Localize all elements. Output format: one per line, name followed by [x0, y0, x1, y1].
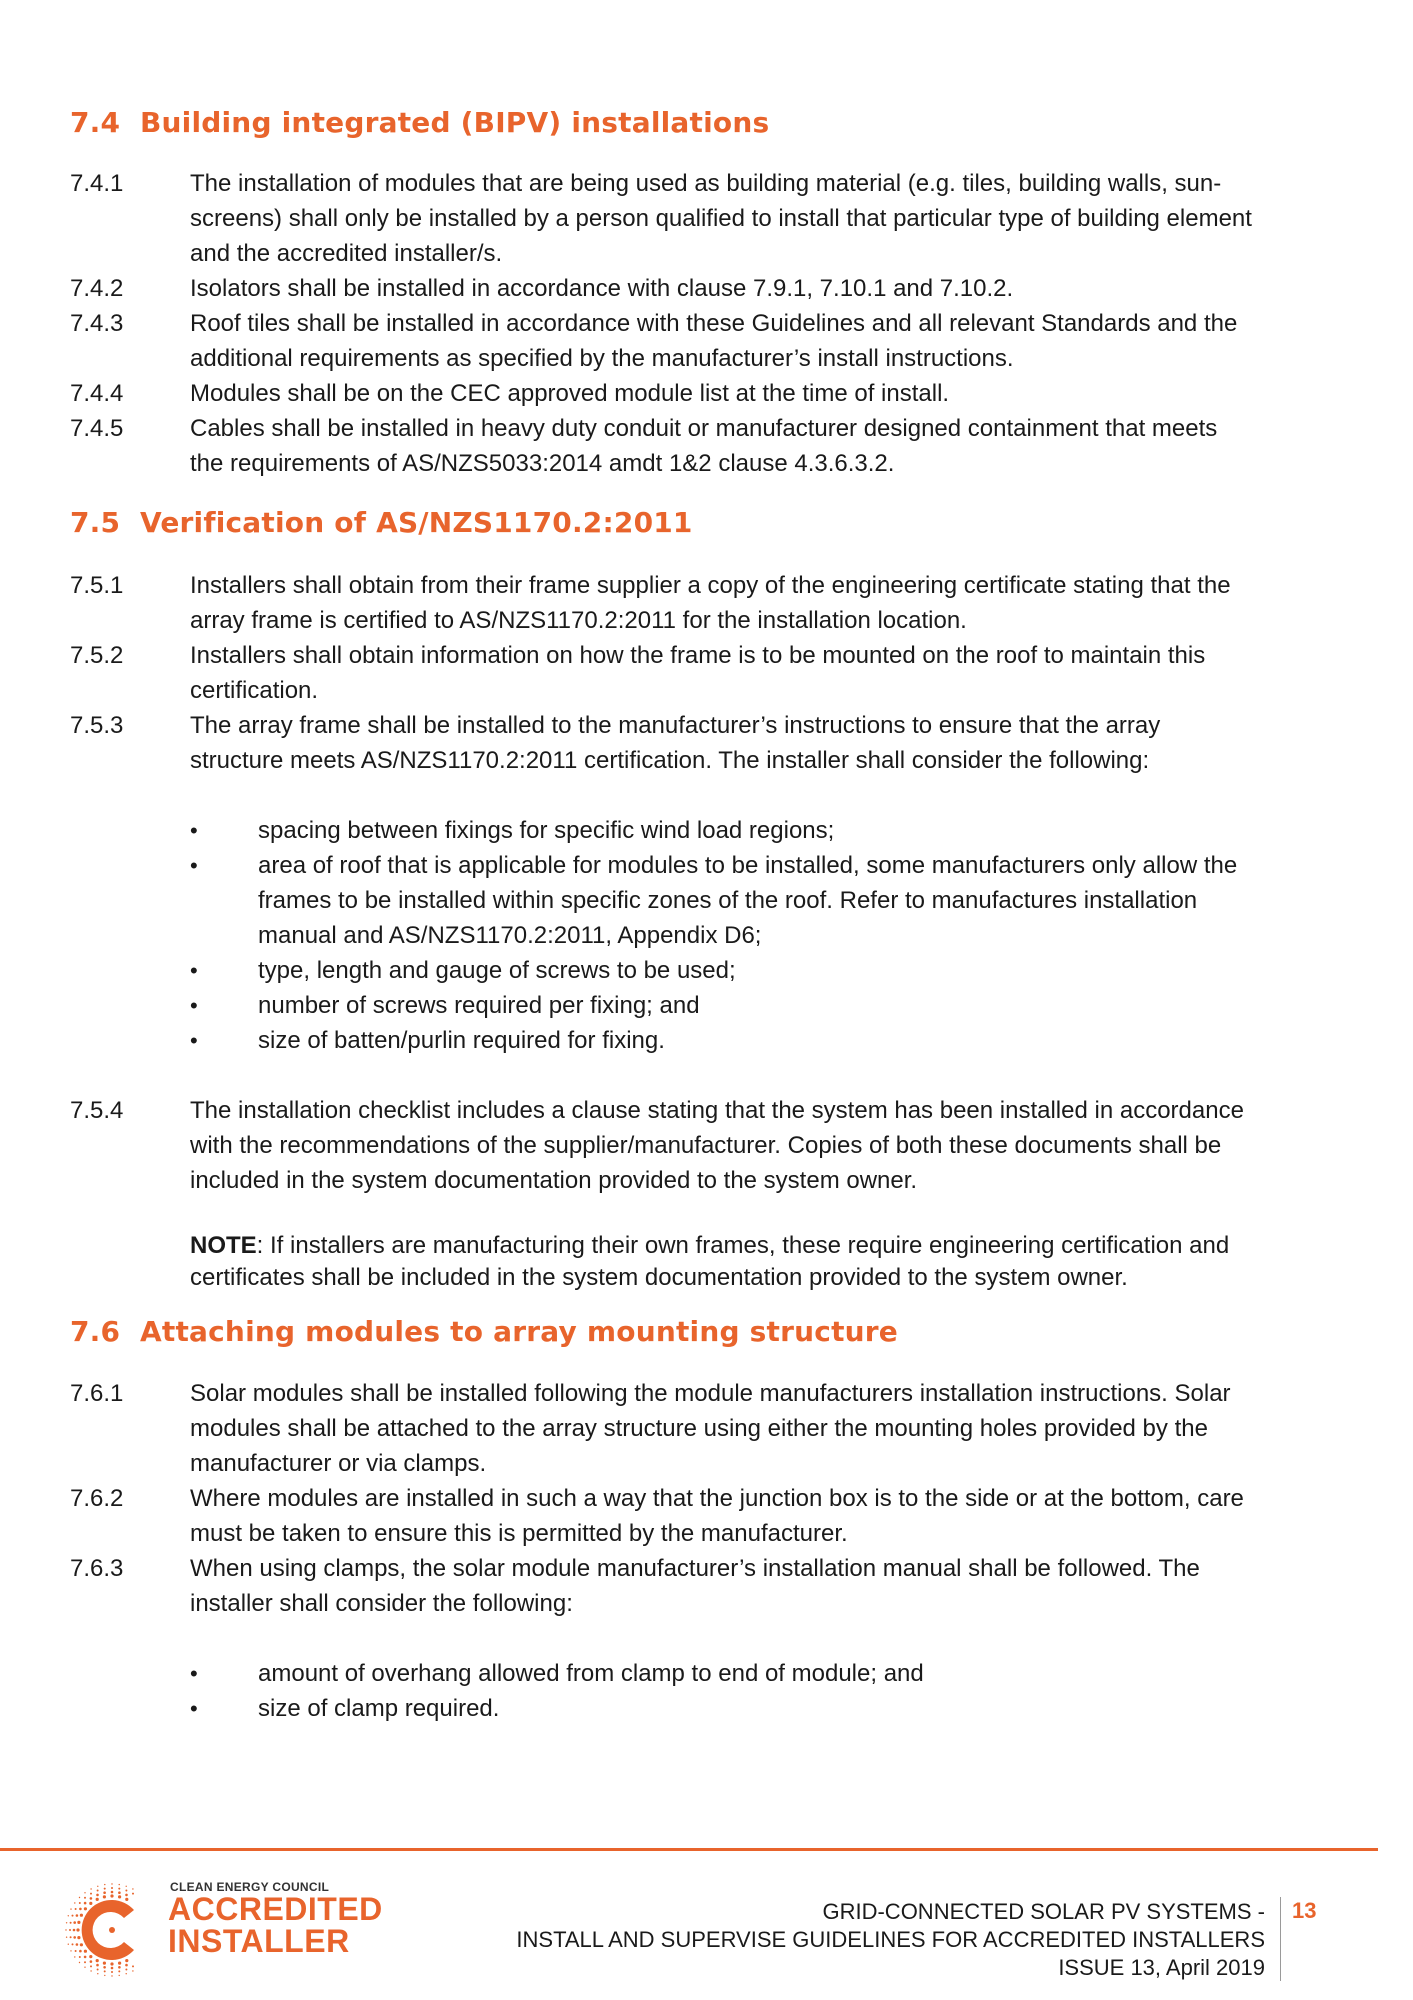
logo-dot: [111, 1971, 113, 1973]
clause-number: 7.4.4: [70, 380, 124, 407]
logo-dot: [89, 1902, 92, 1905]
logo-dot: [90, 1893, 92, 1895]
logo-dot: [80, 1914, 83, 1917]
bullet-list-7-5-3: [190, 813, 1360, 1058]
logo-dot: [97, 1969, 99, 1971]
logo-dot: [90, 1960, 93, 1963]
bullet-icon: •: [190, 1661, 198, 1686]
text-line: The installation checklist includes a clause stating that the system has been installed in accordance: [190, 1097, 1244, 1124]
logo-dot: [84, 1967, 85, 1968]
logo-dot: [118, 1891, 121, 1894]
logo-dot: [96, 1964, 99, 1967]
section-number: 7.5: [70, 506, 121, 539]
clause-text: [190, 306, 1350, 376]
section-number: 7.6: [70, 1315, 121, 1348]
logo-dot: [125, 1969, 127, 1971]
logo-dot: [96, 1959, 99, 1962]
logo-dot: [75, 1950, 77, 1952]
text-line: screens) shall only be installed by a person qualified to install that particular type of building element: [190, 205, 1252, 232]
text-line: the requirements of AS/NZS5033:2014 amdt 1&2 clause 4.3.6.3.2.: [190, 450, 895, 477]
text-line: array frame is certified to AS/NZS1170.2:2011 for the installation location.: [190, 607, 967, 634]
text-line: When using clamps, the solar module manufacturer’s installation manual shall be followed. The: [190, 1555, 1200, 1582]
logo-dot: [66, 1922, 67, 1923]
logo-dot: [89, 1955, 92, 1958]
logo-dot: [132, 1965, 134, 1967]
logo-dot: [80, 1943, 83, 1946]
logo-dot: [76, 1914, 79, 1917]
logo-dot: [119, 1975, 120, 1976]
clause-number: 7.5.2: [70, 642, 124, 669]
logo-dot: [103, 1966, 106, 1969]
logo-dot: [79, 1956, 81, 1958]
logo-dot: [73, 1936, 76, 1939]
bullet-icon: •: [190, 958, 198, 983]
logo-dot: [111, 1891, 114, 1894]
section-title: Attaching modules to array mounting structure: [140, 1315, 898, 1348]
clause-number: 7.4.3: [70, 310, 124, 337]
clause-number: 7.6.2: [70, 1485, 124, 1512]
logo-dot: [76, 1928, 79, 1931]
logo-dot: [132, 1893, 134, 1895]
text-line: modules shall be attached to the array structure using either the mounting holes provided by the: [190, 1415, 1208, 1442]
logo-dot: [90, 1888, 91, 1889]
clause-number: 7.5.4: [70, 1097, 124, 1124]
logo-dot: [125, 1959, 128, 1962]
logo-dot: [118, 1895, 121, 1898]
bullet-icon: •: [190, 1696, 198, 1721]
text-line: area of roof that is applicable for modules to be installed, some manufacturers only allow the: [258, 852, 1238, 879]
logo-dot: [111, 1967, 114, 1970]
clause-text: [190, 638, 1350, 708]
logo-dot: [68, 1915, 69, 1916]
logo-dot: [104, 1888, 106, 1890]
section-title: Verification of AS/NZS1170.2:2011: [140, 506, 693, 539]
logo-dot: [84, 1902, 87, 1905]
logo-dot: [84, 1897, 86, 1899]
text-line: and the accredited installer/s.: [190, 240, 503, 267]
logo-dot: [84, 1892, 85, 1893]
text-line: structure meets AS/NZS1170.2:2011 certification. The installer shall consider the following:: [190, 747, 1150, 774]
logo-dot: [68, 1944, 69, 1945]
logo-line-2: INSTALLER: [168, 1923, 350, 1959]
logo-dot: [104, 1970, 106, 1972]
logo-dot: [84, 1956, 87, 1959]
logo-dot: [118, 1966, 121, 1969]
text-line: : If installers are manufacturing their own frames, these require engineering certification and: [256, 1232, 1230, 1259]
logo-dot: [111, 1883, 112, 1884]
clause-text: [190, 271, 1350, 306]
footer-separator: [1280, 1897, 1281, 1981]
clause-text: [190, 411, 1350, 481]
dotted-c-logo-icon: [62, 1880, 162, 1980]
footer-divider: [0, 1848, 1378, 1851]
logo-dot: [125, 1890, 127, 1892]
text-line: size of batten/purlin required for fixing.: [258, 1027, 665, 1054]
logo-dot: [79, 1950, 82, 1953]
text-line: manufacturer or via clamps.: [190, 1450, 487, 1477]
footer-line-1: GRID-CONNECTED SOLAR PV SYSTEMS -: [822, 1899, 1265, 1924]
logo-dot: [70, 1936, 72, 1938]
logo-dot: [103, 1895, 106, 1898]
clause-text: [190, 568, 1350, 638]
list-item: [190, 1023, 1360, 1058]
logo-dot: [74, 1902, 75, 1903]
section-heading-7-4: [70, 106, 769, 139]
list-item: [190, 813, 1360, 848]
section-title: Building integrated (BIPV) installations: [140, 106, 770, 139]
logo-dot: [104, 1975, 105, 1976]
logo-org-name: CLEAN ENERGY COUNCIL: [170, 1880, 330, 1894]
logo-dot: [125, 1894, 128, 1897]
logo-dot: [118, 1970, 120, 1972]
text-line: certification.: [190, 677, 319, 704]
list-item: [190, 988, 1360, 1023]
section-heading-7-5: [70, 506, 693, 539]
text-line: Cables shall be installed in heavy duty conduit or manufacturer designed containment that meets: [190, 415, 1218, 442]
logo-dot: [126, 1973, 127, 1974]
text-line: The array frame shall be installed to the manufacturer’s instructions to ensure that the array: [190, 712, 1161, 739]
clause-number: 7.6.1: [70, 1380, 124, 1407]
text-line: spacing between fixings for specific wind load regions;: [258, 817, 835, 844]
logo-dot: [77, 1936, 80, 1939]
logo-dot: [96, 1898, 99, 1901]
note-label: NOTE: [190, 1232, 257, 1259]
logo-dot: [77, 1921, 80, 1924]
clause-text: [190, 1551, 1350, 1621]
cec-accredited-installer-logo: [62, 1880, 392, 1980]
footer-line-3: ISSUE 13, April 2019: [1058, 1955, 1265, 1980]
text-line: amount of overhang allowed from clamp to end of module; and: [258, 1660, 924, 1687]
logo-dot: [90, 1970, 91, 1971]
logo-dot: [125, 1898, 128, 1901]
clause-number: 7.5.1: [70, 572, 124, 599]
clause-number: 7.6.3: [70, 1555, 124, 1582]
text-line: Isolators shall be installed in accordance with clause 7.9.1, 7.10.1 and 7.10.2.: [190, 275, 1014, 302]
clause-number: 7.5.3: [70, 712, 124, 739]
text-line: manual and AS/NZS1170.2:2011, Appendix D6;: [258, 922, 762, 949]
logo-dot: [103, 1962, 106, 1965]
footer-title: [516, 1898, 1265, 1982]
logo-dot: [73, 1921, 76, 1924]
logo-dot: [69, 1929, 71, 1931]
logo-dot: [132, 1970, 133, 1971]
logo-dot: [72, 1943, 74, 1945]
text-line: Solar modules shall be installed following the module manufacturers installation instructions. Solar: [190, 1380, 1231, 1407]
logo-dot: [118, 1888, 120, 1890]
logo-dot: [70, 1922, 72, 1924]
logo-dot: [118, 1962, 121, 1965]
logo-dot: [111, 1887, 113, 1889]
note-block: [190, 1230, 1340, 1294]
logo-dot: [73, 1929, 76, 1932]
logo-dot: [103, 1891, 106, 1894]
section-heading-7-6: [70, 1315, 898, 1348]
logo-dot: [84, 1950, 87, 1953]
text-line: type, length and gauge of screws to be used;: [258, 957, 736, 984]
logo-dot: [111, 1975, 112, 1976]
list-item: [190, 848, 1360, 953]
logo-dot: [79, 1962, 80, 1963]
text-line: Installers shall obtain from their frame supplier a copy of the engineering certificate stating that the: [190, 572, 1231, 599]
logo-dot: [79, 1902, 81, 1904]
clause-text: [190, 1093, 1350, 1198]
clause-number: 7.4.2: [70, 275, 124, 302]
bullet-icon: •: [190, 818, 198, 843]
text-line: Roof tiles shall be installed in accordance with these Guidelines and all relevant Standards and the: [190, 310, 1238, 337]
logo-dot: [72, 1915, 74, 1917]
text-line: Where modules are installed in such a way that the junction box is to the side or at the bottom, care: [190, 1485, 1244, 1512]
text-line: The installation of modules that are being used as building material (e.g. tiles, building walls, sun-: [190, 170, 1222, 197]
text-line: additional requirements as specified by the manufacturer’s install instructions.: [190, 345, 1014, 372]
logo-dot: [76, 1943, 79, 1946]
text-line: Modules shall be on the CEC approved module list at the time of install.: [190, 380, 950, 407]
logo-dot: [97, 1886, 98, 1887]
logo-dot: [79, 1908, 82, 1911]
text-line: included in the system documentation provided to the system owner.: [190, 1167, 918, 1194]
logo-dot: [84, 1907, 87, 1910]
footer-line-2: INSTALL AND SUPERVISE GUIDELINES FOR ACCREDITED INSTALLERS: [516, 1927, 1265, 1952]
logo-dot: [66, 1937, 67, 1938]
clause-number: 7.4.5: [70, 415, 124, 442]
logo-dot: [84, 1961, 86, 1963]
logo-dot: [96, 1894, 99, 1897]
page-number: 13: [1292, 1898, 1317, 1923]
clause-text: [190, 1481, 1350, 1551]
text-line: certificates shall be included in the system documentation provided to the system owner.: [190, 1264, 1128, 1291]
clause-text: [190, 1376, 1350, 1481]
bullet-list-7-6-3: [190, 1656, 1360, 1726]
text-line: with the recommendations of the supplier/manufacturer. Copies of both these documents shall be: [190, 1132, 1222, 1159]
bullet-icon: •: [190, 993, 198, 1018]
text-line: number of screws required per fixing; and: [258, 992, 700, 1019]
bullet-icon: •: [190, 1028, 198, 1053]
logo-dot: [75, 1908, 77, 1910]
section-number: 7.4: [70, 106, 121, 139]
logo-dot: [79, 1897, 80, 1898]
clause-number: 7.4.1: [70, 170, 124, 197]
bullet-icon: •: [190, 853, 198, 878]
logo-dot: [65, 1929, 66, 1930]
clause-text: [190, 376, 1350, 411]
logo-dot: [126, 1886, 127, 1887]
logo-dot: [119, 1884, 120, 1885]
logo-dot: [74, 1956, 75, 1957]
logo-dot: [97, 1973, 98, 1974]
text-line: installer shall consider the following:: [190, 1590, 573, 1617]
logo-dot: [70, 1950, 71, 1951]
text-line: Installers shall obtain information on how the frame is to be mounted on the roof to maintain this: [190, 642, 1206, 669]
text-line: frames to be installed within specific zones of the roof. Refer to manufactures installation: [258, 887, 1198, 914]
logo-dot: [125, 1964, 128, 1967]
logo-line-1: ACCREDITED: [168, 1891, 383, 1927]
text-line: must be taken to ensure this is permitted by the manufacturer.: [190, 1520, 848, 1547]
list-item: [190, 1691, 1360, 1726]
clause-text: [190, 708, 1350, 778]
logo-dot: [90, 1897, 93, 1900]
list-item: [190, 953, 1360, 988]
text-line: size of clamp required.: [258, 1695, 500, 1722]
list-item: [190, 1656, 1360, 1691]
logo-dot: [90, 1965, 92, 1967]
logo-dot: [110, 1962, 113, 1965]
logo-dot: [97, 1890, 99, 1892]
logo-dot: [70, 1908, 71, 1909]
logo-dot: [132, 1888, 133, 1889]
logo-dot: [104, 1884, 105, 1885]
logo-dot: [110, 1894, 113, 1897]
clause-text: [190, 166, 1350, 271]
